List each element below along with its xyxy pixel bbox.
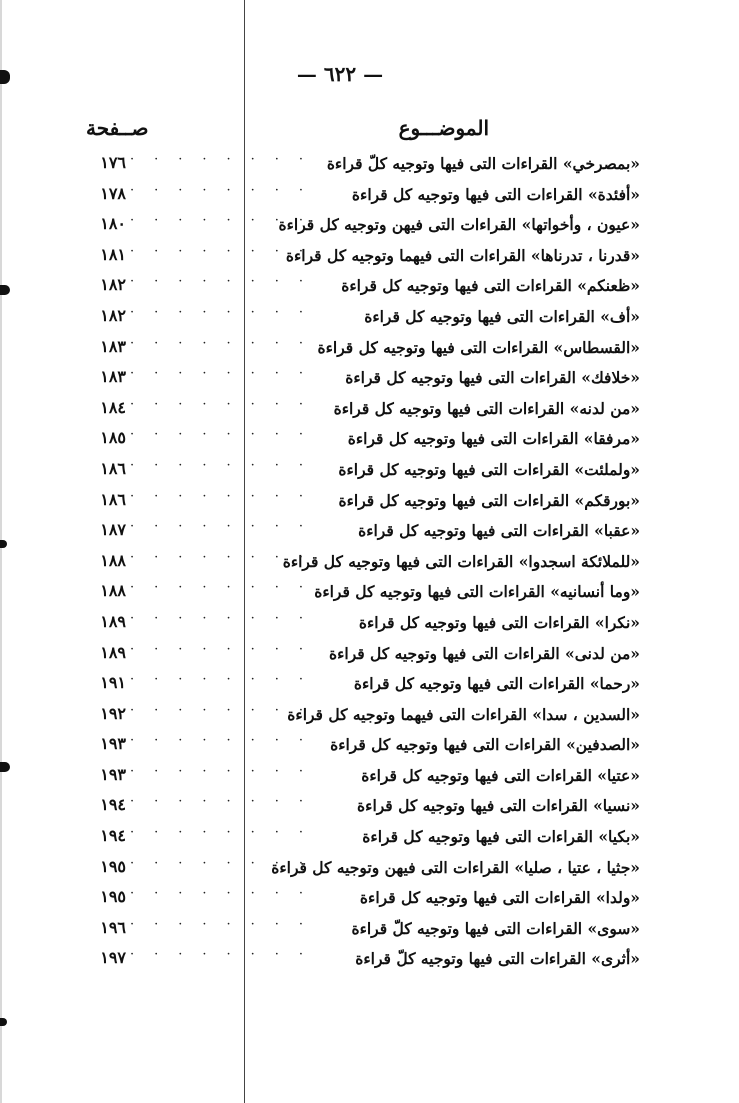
toc-entry-title: «الصدفين» القراءات التى فيها وتوجيه كل قراءة [330, 735, 640, 755]
dot-leader: ········ [130, 610, 324, 626]
toc-entry [70, 242, 640, 273]
toc-entry-title: «للملائكة اسجدوا» القراءات التى فيها وتوجيه كل قراءة [282, 551, 640, 571]
toc-entry [70, 854, 640, 885]
toc-entry-page-number: ١٩١ [100, 673, 126, 693]
toc-entry-page-number: ١٨٥ [100, 428, 126, 448]
dot-leader: ········ [130, 152, 324, 167]
toc-entry-title: «السدين ، سدا» القراءات التى فيهما وتوجيه كل قراءة [287, 704, 640, 724]
dot-leader: ········ [130, 794, 324, 810]
toc-entry-title: «أف» القراءات التى فيها وتوجيه كل قراءة [364, 306, 640, 326]
toc-entry-page-number: ١٩٥ [100, 887, 126, 907]
toc-entry [70, 150, 640, 181]
toc-entry [70, 303, 640, 334]
toc-entry-title: «أثرى» القراءات التى فيها وتوجيه كلّ قراءة [355, 949, 640, 969]
toc-entry [70, 395, 640, 426]
toc-entry-page-number: ١٧٨ [100, 183, 126, 203]
toc-entry-page-number: ١٨٠ [100, 214, 126, 234]
toc-entry-page-number: ١٨٦ [100, 458, 126, 478]
toc-entry [70, 670, 640, 701]
toc-entry [70, 640, 640, 671]
toc-entry-page-number: ١٨١ [100, 244, 126, 264]
toc-entry-page-number: ١٩٢ [100, 703, 126, 723]
dot-leader: ········ [130, 182, 324, 198]
toc-entry [70, 272, 640, 303]
dot-leader: ········ [130, 855, 324, 871]
toc-entry-page-number: ١٧٦ [100, 153, 126, 172]
toc-entry-title: «ظعنكم» القراءات التى فيها وتوجيه كل قراءة [341, 276, 640, 296]
toc-entry [70, 181, 640, 212]
dot-leader: ········ [130, 519, 324, 535]
table-of-contents [70, 150, 640, 976]
toc-entry-page-number: ١٨٣ [100, 367, 126, 387]
toc-entry [70, 364, 640, 395]
toc-entry-page-number: ١٩٦ [100, 917, 126, 937]
toc-entry-page-number: ١٩٥ [100, 856, 126, 876]
toc-entry-page-number: ١٨٩ [100, 642, 126, 662]
toc-entry [70, 517, 640, 548]
dot-leader: ········ [130, 763, 324, 779]
dot-leader: ········ [130, 366, 324, 382]
toc-entry [70, 731, 640, 762]
toc-entry [70, 884, 640, 915]
dot-leader: ········ [130, 672, 324, 688]
scan-edge-mark [0, 70, 10, 84]
toc-entry [70, 548, 640, 579]
toc-entry-title: «ولملئت» القراءات التى فيها وتوجيه كل قراءة [338, 459, 640, 479]
dot-leader: ········ [130, 427, 324, 443]
toc-entry-title: «أفئدة» القراءات التى فيها وتوجيه كل قراءة [351, 184, 640, 204]
toc-entry-title: «القسطاس» القراءات التى فيها وتوجيه كل قراءة [317, 337, 640, 357]
dot-leader: ········ [130, 825, 324, 841]
toc-entry [70, 823, 640, 854]
toc-entry-title: «بمصرخي» القراءات التى فيها وتوجيه كلّ قراءة [326, 154, 640, 173]
toc-entry-page-number: ١٨٦ [100, 489, 126, 509]
dot-leader: ········ [130, 947, 324, 963]
toc-entry-title: «عيون ، وأخواتها» القراءات التى فيهن وتوجيه كل قراءة [278, 215, 640, 235]
scan-edge-mark [0, 285, 10, 295]
toc-entry [70, 701, 640, 732]
toc-entry-page-number: ١٩٣ [100, 734, 126, 754]
toc-entry-title: «قدرنا ، تدرناها» القراءات التى فيهما وتوجيه كل قراءة [285, 245, 640, 265]
toc-entry-title: «من لدنى» القراءات التى فيها وتوجيه كل قراءة [328, 643, 640, 663]
toc-entry [70, 334, 640, 365]
dot-leader: ········ [130, 702, 324, 718]
toc-entry-page-number: ١٨٧ [100, 520, 126, 540]
dot-leader: ········ [130, 457, 324, 473]
toc-entry-page-number: ١٨٩ [100, 611, 126, 631]
toc-entry [70, 456, 640, 487]
toc-entry [70, 609, 640, 640]
toc-entry-title: «ولدا» القراءات التى فيها وتوجيه كل قراءة [359, 888, 640, 908]
toc-entry-page-number: ١٨٤ [100, 397, 126, 417]
dot-leader: ········ [130, 641, 324, 657]
dot-leader: ········ [130, 243, 324, 259]
toc-entry-title: «سوى» القراءات التى فيها وتوجيه كلّ قراءة [351, 918, 640, 938]
dot-leader: ········ [130, 733, 324, 749]
toc-entry-title: «بورقكم» القراءات التى فيها وتوجيه كل قراءة [338, 490, 640, 510]
page-number: — ٦٢٢ — [296, 62, 384, 86]
toc-entry-page-number: ١٨٨ [100, 581, 126, 601]
toc-entry-page-number: ١٨٨ [100, 550, 126, 570]
toc-entry-title: «عقبا» القراءات التى فيها وتوجيه كل قراءة [358, 521, 640, 541]
toc-entry-page-number: ١٩٤ [100, 826, 126, 846]
column-header-page: صــفحة [86, 116, 149, 140]
toc-entry-title: «مرفقا» القراءات التى فيها وتوجيه كل قراءة [347, 429, 640, 449]
dot-leader: ········ [130, 335, 324, 351]
toc-entry-title: «خلافك» القراءات التى فيها وتوجيه كل قراءة [345, 368, 640, 388]
toc-entry [70, 915, 640, 946]
toc-entry-page-number: ١٩٧ [100, 948, 126, 968]
dot-leader: ········ [130, 580, 324, 596]
toc-entry-title: «نكرا» القراءات التى فيها وتوجيه كل قراءة [358, 612, 640, 632]
toc-entry-title: «عتيا» القراءات التى فيها وتوجيه كل قراءة [361, 765, 640, 785]
dot-leader: ········ [130, 396, 324, 412]
dot-leader: ········ [130, 549, 324, 565]
toc-entry-title: «وما أنسانيه» القراءات التى فيها وتوجيه كل قراءة [314, 582, 640, 602]
toc-entry-page-number: ١٨٣ [100, 336, 126, 356]
toc-entry-page-number: ١٩٣ [100, 764, 126, 784]
dot-leader: ········ [130, 886, 324, 902]
dot-leader: ········ [130, 274, 324, 290]
toc-entry-title: «من لدنه» القراءات التى فيها وتوجيه كل قراءة [333, 398, 640, 418]
toc-entry-page-number: ١٨٢ [100, 305, 126, 325]
dot-leader: ········ [130, 488, 324, 504]
toc-entry-title: «بكيا» القراءات التى فيها وتوجيه كل قراءة [362, 827, 640, 847]
toc-entry-title: «رحما» القراءات التى فيها وتوجيه كل قراءة [353, 674, 640, 694]
toc-entry-title: «نسيا» القراءات التى فيها وتوجيه كل قراءة [357, 796, 640, 816]
toc-entry [70, 487, 640, 518]
toc-entry-page-number: ١٩٤ [100, 795, 126, 815]
toc-entry-page-number: ١٨٢ [100, 275, 126, 295]
dot-leader: ········ [130, 213, 324, 229]
toc-entry [70, 578, 640, 609]
scan-edge-mark [0, 762, 10, 772]
dot-leader: ········ [130, 304, 324, 320]
toc-entry [70, 945, 640, 976]
toc-entry [70, 792, 640, 823]
toc-entry [70, 425, 640, 456]
toc-entry [70, 211, 640, 242]
dot-leader: ········ [130, 916, 324, 932]
column-header-topic: الموضـــوع [398, 116, 489, 140]
toc-entry-title: «جثيا ، عتيا ، صليا» القراءات التى فيهن وتوجيه كل قراءة [271, 857, 640, 877]
toc-entry [70, 762, 640, 793]
